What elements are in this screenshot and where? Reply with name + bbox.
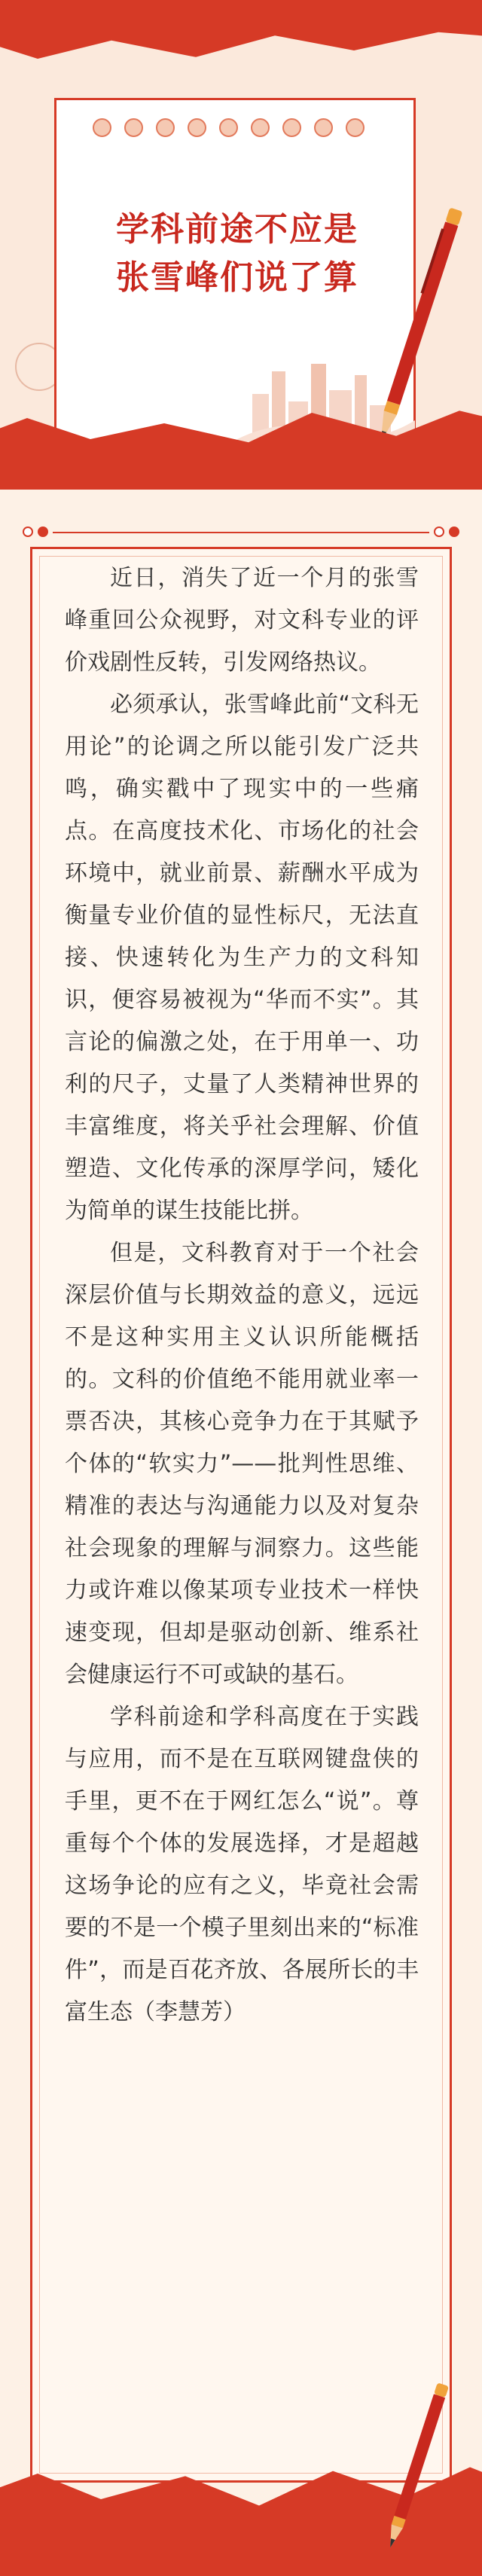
article-paragraph: 必须承认，张雪峰此前“文科无用论”的论调之所以能引发广泛共鸣，确实戳中了现实中的一些痛点。在高度技术化、市场化的社会环境中，就业前景、薪酬水平成为衡量专业价值的显性标尺，无法直接、快速转化为生产力的文科知识，便容易被视为“华而不实”。其言论的偏激之处，在于用单一、功利的尺子，丈量了人类精神世界的丰富维度，将关乎社会理解、价值塑造、文化传承的深厚学问，矮化为简单的谋生技能比拼。 [65,691,419,1224]
dot-icon [38,526,48,537]
dot-icon [434,526,444,537]
article-paragraph: 但是，文科教育对于一个社会深层价值与长期效益的意义，远远不是这种实用主义认识所能概括的。文科的价值绝不能用就业率一票否决，其核心竞争力在于其赋予个体的“软实力”——批判性思维、精准的表达与沟通能力以及对复杂社会现象的理解与洞察力。这些能力或许难以像某项专业技术一样快速变现，但却是驱动创新、维系社会健康运行不可或缺的基石。 [65,1240,419,1688]
title-line-2: 张雪峰们说了算 [116,258,358,297]
dot-icon [23,526,33,537]
binder-ring-icon [124,118,143,137]
top-brush-stroke [0,0,482,75]
binder-ring-icon [251,118,270,137]
article-body [65,557,419,2034]
binder-ring-icon [282,118,301,137]
title-line-1: 学科前途不应是 [116,210,358,249]
dot-icon [449,526,459,537]
binder-ring-icon [314,118,333,137]
section-divider [23,520,459,542]
binder-ring-icon [188,118,206,137]
title-card [54,98,416,452]
binder-ring-icon [93,118,111,137]
divider-line [53,532,429,533]
binder-rings [93,118,365,137]
binder-ring-icon [219,118,238,137]
article-paragraph: 学科前途和学科高度在于实践与应用，而不是在互联网键盘侠的手里，更不在于网红怎么“说”。尊重每个个体的发展选择，才是超越这场争论的应有之义，毕竟社会需要的不是一个模子里刻出来的“标准件”，而是百花齐放、各展所长的丰富生态（李慧芳） [65,1704,419,2025]
binder-ring-icon [346,118,365,137]
header-poster [0,0,482,490]
article-paragraph: 近日，消失了近一个月的张雪峰重回公众视野，对文科专业的评价戏剧性反转，引发网络热议。 [65,565,419,676]
page-title [56,206,418,302]
binder-ring-icon [156,118,175,137]
